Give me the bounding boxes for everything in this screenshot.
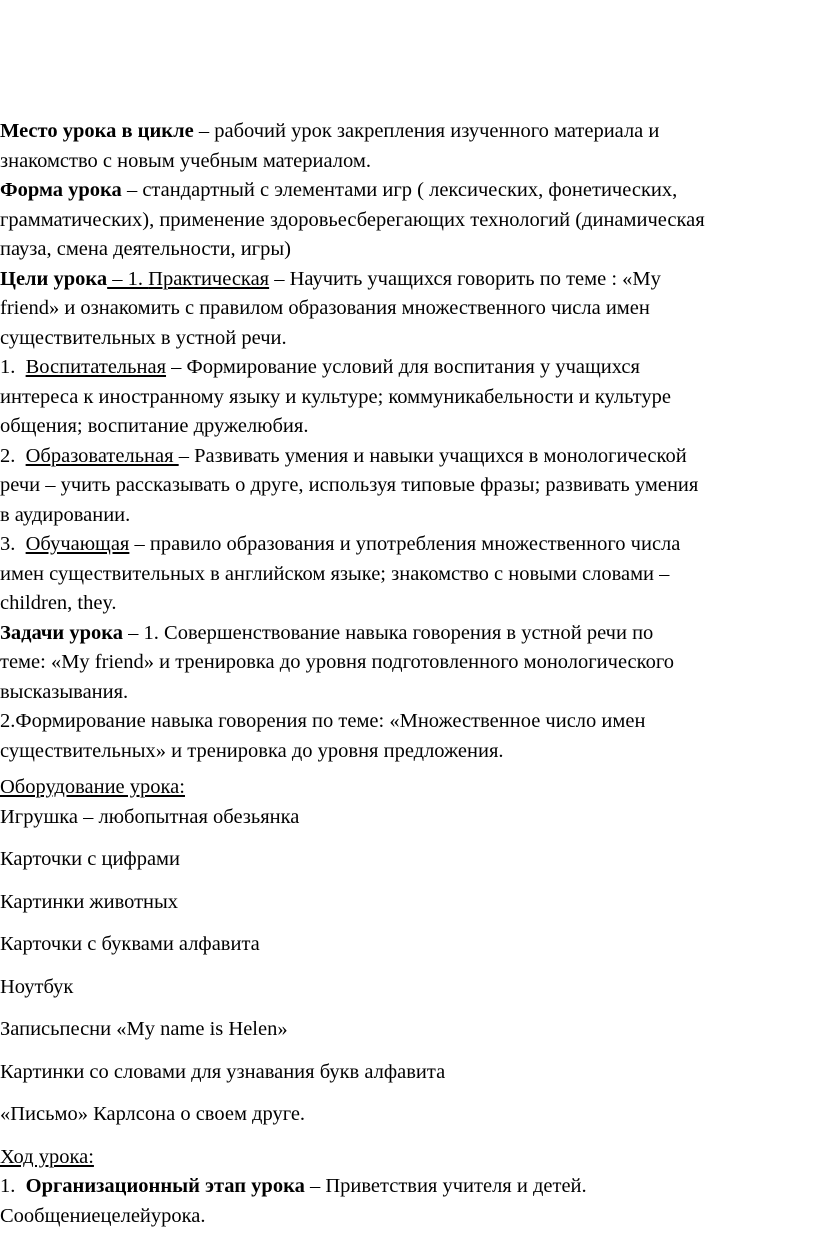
equipment-item-2: Карточки с цифрами xyxy=(0,848,180,870)
goals-label: Цели урока xyxy=(0,267,108,290)
tasks-label: Задачи урока xyxy=(0,621,124,644)
goal-3-line-3: children, they. xyxy=(0,592,117,614)
equipment-item-3: Картинки животных xyxy=(0,890,179,913)
goals-line-1: Цели урока – 1. Практическая – Научить учащихся говорить по теме : «My xyxy=(0,267,661,290)
tasks-line-1: Задачи урока – 1. Совершенствование навыка говорения в устной речи по xyxy=(0,621,654,644)
course-step-1-line-2: Сообщениецелейурока. xyxy=(0,1204,206,1227)
goal-3-line-1: 3. Обучающая – правило образования и употребления множественного числа xyxy=(0,533,681,555)
course-heading: Ход урока: xyxy=(0,1145,94,1168)
goal-practical-label: Практическая xyxy=(148,267,270,290)
form-label: Форма урока xyxy=(0,179,122,201)
tasks-line-3: высказывания. xyxy=(0,680,129,703)
equipment-item-7: Картинки со словами для узнавания букв алфавита xyxy=(0,1060,446,1083)
goals-line-2: friend» и ознакомить с правилом образования множественного числа имен xyxy=(0,297,650,319)
goal-2-line-3: в аудировании. xyxy=(0,503,131,526)
goals-line-3: существительных в устной речи. xyxy=(0,326,287,349)
equipment-list xyxy=(0,803,816,1130)
equipment-heading: Оборудование урока: xyxy=(0,776,185,798)
goal-1-line-2: интереса к иностранному языку и культуре; коммуникабельности и культуре xyxy=(0,385,671,408)
equipment-item-5: Ноутбук xyxy=(0,975,74,998)
goal-2-line-2: речи – учить рассказывать о друге, используя типовые фразы; развивать умения xyxy=(0,474,699,496)
place-label: Место урока в цикле xyxy=(0,120,194,142)
goal-2-label: Образовательная xyxy=(25,444,179,467)
form-line-2: грамматических), применение здоровьесберегающих технологий (динамическая xyxy=(0,208,705,231)
goal-1-line-3: общения; воспитание дружелюбия. xyxy=(0,415,309,437)
goal-3-label: Обучающая xyxy=(25,533,130,555)
goal-3-line-2: имен существительных в английском языке; знакомство с новыми словами – xyxy=(0,562,670,585)
course-step-1-label: Организационный этап урока xyxy=(25,1175,305,1197)
goal-1-label: Воспитательная xyxy=(25,356,167,378)
form-line-3: пауза, смена деятельности, игры) xyxy=(0,238,291,260)
goal-2-line-1: 2. Образовательная – Развивать умения и навыки учащихся в монологической xyxy=(0,444,687,467)
equipment-item-4: Карточки с буквами алфавита xyxy=(0,933,260,955)
equipment-item-8: «Письмо» Карлсона о своем друге. xyxy=(0,1103,306,1125)
place-line-1: Место урока в цикле – рабочий урок закрепления изученного материала и xyxy=(0,120,660,142)
tasks-line-4: 2.Формирование навыка говорения по теме: «Множественное число имен xyxy=(0,710,646,732)
goal-1-line-1: 1. Воспитательная – Формирование условий для воспитания у учащихся xyxy=(0,356,640,378)
place-line-2: знакомство с новым учебным материалом. xyxy=(0,149,371,172)
tasks-line-5: существительных» и тренировка до уровня предложения. xyxy=(0,739,504,762)
equipment-item-6: Записьпесни «My name is Helen» xyxy=(0,1018,288,1040)
tasks-line-2: теме: «My friend» и тренировка до уровня подготовленного монологического xyxy=(0,651,674,673)
form-line-1: Форма урока – стандартный с элементами игр ( лексических, фонетических, xyxy=(0,179,678,201)
equipment-item-1: Игрушка – любопытная обезьянка xyxy=(0,805,300,828)
document-page xyxy=(0,117,816,1231)
course-step-1: 1. Организационный этап урока – Приветствия учителя и детей. xyxy=(0,1175,587,1197)
